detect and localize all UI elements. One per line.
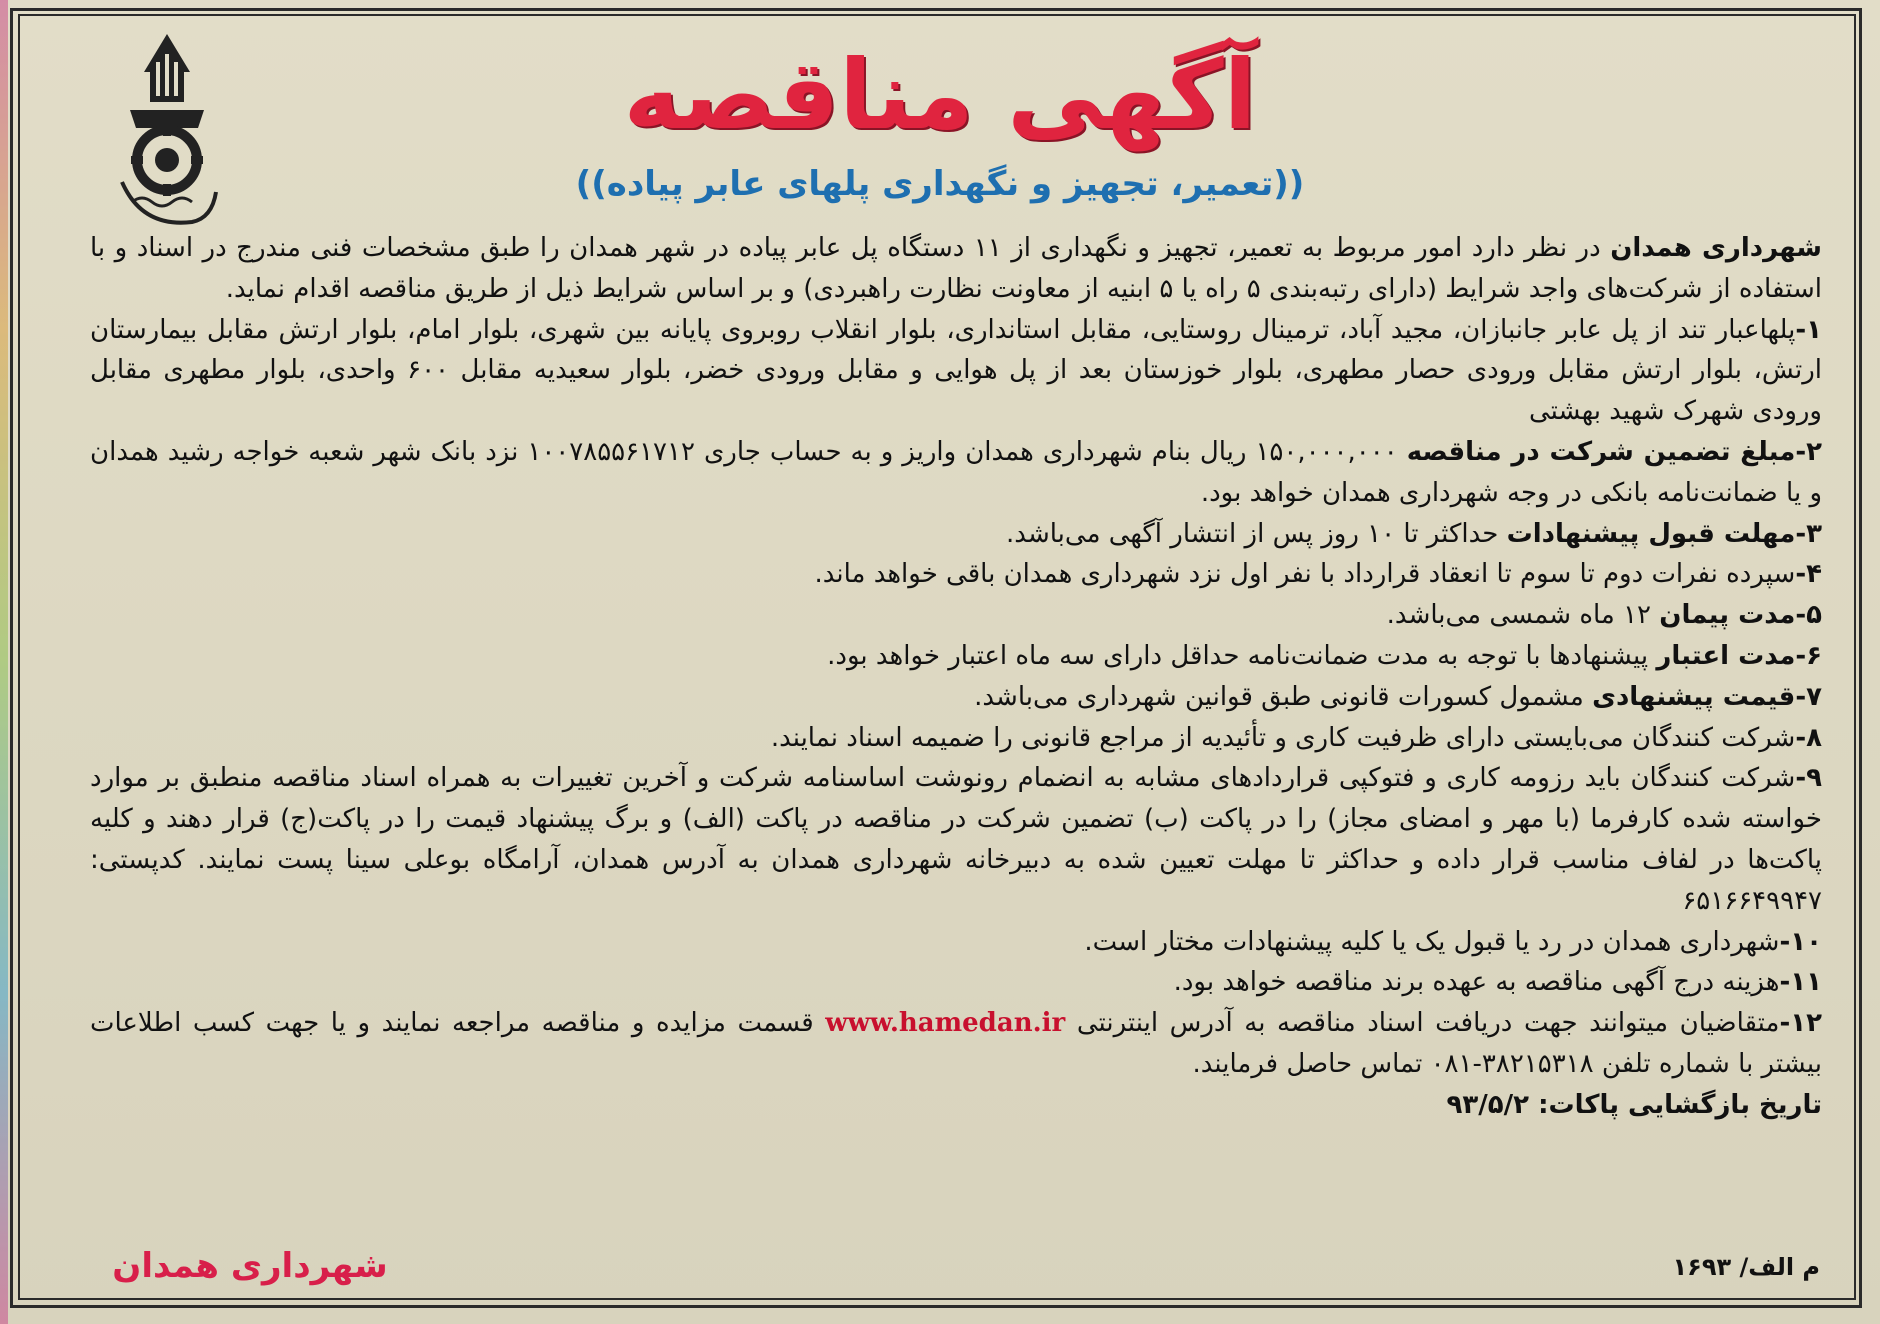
item-text: هزینه درج آگهی مناقصه به عهده برند مناقصه خواهد بود. — [1173, 967, 1780, 998]
item-number: ۴- — [1795, 559, 1822, 590]
notice-body — [90, 228, 1822, 1126]
item-number: ۲- — [1795, 436, 1823, 467]
opening-date-text: تاریخ بازگشایی پاکات: ۹۳/۵/۲ — [1446, 1089, 1822, 1120]
item-text: شهرداری همدان در رد یا قبول یک یا کلیه پیشنهادات مختار است. — [1084, 926, 1780, 957]
item-text: مشمول کسورات قانونی طبق قوانین شهرداری می‌باشد. — [974, 681, 1593, 712]
item-text: قسمت مزایده و مناقصه مراجعه نمایند و یا جهت کسب اطلاعات بیشتر با شماره تلفن ۳۸۲۱۵۳۱۸-۰۸۱ تماس حاصل فرمایند. — [90, 1008, 1822, 1079]
list-item — [90, 1003, 1822, 1085]
page-title: آگهی مناقصه — [623, 39, 1257, 151]
list-item — [90, 758, 1822, 921]
list-item — [90, 310, 1822, 432]
reference-number: م الف/ ۱۶۹۳ — [1672, 1253, 1820, 1281]
list-item — [90, 962, 1822, 1003]
list-item — [90, 514, 1822, 555]
list-item — [90, 554, 1822, 595]
item-heading: مدت اعتبار — [1656, 640, 1796, 671]
item-heading: قیمت پیشنهادی — [1592, 681, 1796, 712]
signature: شهرداری همدان — [112, 1246, 388, 1286]
list-item — [90, 595, 1822, 636]
item-text: پیشنهادها با توجه به مدت ضمانت‌نامه حداقل دارای سه ماه اعتبار خواهد بود. — [827, 640, 1657, 671]
item-number: ۳- — [1795, 518, 1822, 549]
intro-org: شهرداری همدان — [1610, 233, 1823, 263]
item-text: سپرده نفرات دوم تا سوم تا انعقاد قرارداد با نفر اول نزد شهرداری همدان باقی خواهد ماند. — [814, 559, 1796, 590]
item-text: ۱۵۰,۰۰۰,۰۰۰ ریال بنام شهرداری همدان واریز و به حساب جاری ۱۰۰۷۸۵۵۶۱۷۱۲ نزد بانک شهر شعبه خواجه رشید همدان و یا ضمانت‌نامه بانکی در وجه شهرداری همدان خواهد بود. — [90, 436, 1822, 508]
intro-paragraph — [90, 228, 1822, 310]
list-item — [90, 718, 1822, 759]
item-number: ۶- — [1795, 640, 1822, 671]
list-item — [90, 636, 1822, 677]
item-heading: مبلغ تضمین شرکت در مناقصه — [1406, 436, 1796, 467]
intro-text: در نظر دارد امور مربوط به تعمیر، تجهیز و نگهداری از ۱۱ دستگاه پل عابر پیاده در شهر همدان را طبق مشخصات فنی مندرج در اسناد و با استفاده از شرکت‌های واجد شرایط (دارای رتبه‌بندی ۵ راه یا ۵ ابنیه از معاونت نظارت راهبردی) و بر اساس شرایط ذیل از طریق مناقصه اقدام نماید. — [90, 233, 1822, 304]
opening-date — [90, 1085, 1822, 1126]
item-heading: مهلت قبول پیشنهادات — [1506, 518, 1796, 549]
list-item — [90, 677, 1822, 718]
item-number: ۸- — [1795, 722, 1822, 753]
item-number: ۱۲- — [1779, 1008, 1822, 1039]
item-number: ۷- — [1795, 681, 1822, 712]
page-subtitle: ((تعمیر، تجهیز و نگهداری پلهای عابر پیاده)) — [575, 164, 1305, 204]
item-text: ۱۲ ماه شمسی می‌باشد. — [1386, 600, 1660, 631]
item-text: حداکثر تا ۱۰ روز پس از انتشار آگهی می‌باشد. — [1006, 518, 1507, 549]
item-number: ۵- — [1795, 600, 1822, 631]
list-item — [90, 922, 1822, 963]
item-text: شرکت کنندگان باید رزومه کاری و فتوکپی قراردادهای مشابه به انضمام رونوشت اساسنامه شرکت و آخرین تغییرات به همراه اسناد مناقصه منطبق بر موارد خواسته شده کارفرما (با مهر و امضای مجاز) را در پاکت (ب) تضمین شرکت در مناقصه در پاکت (الف) و برگ پیشنهاد قیمت را در پاکت(ج) قرار دهند و کلیه پاکت‌ها در لفاف مناسب قرار داده و حداکثر تا مهلت تعیین شده به دبیرخانه شهرداری همدان به آدرس همدان، آرامگاه بوعلی سینا پست نمایند. کدپستی: ۶۵۱۶۶۴۹۹۴۷ — [90, 763, 1822, 916]
item-number: ۱۱- — [1779, 967, 1822, 998]
website-link[interactable]: www.hamedan.ir — [825, 1008, 1066, 1039]
item-number: ۱- — [1795, 314, 1822, 345]
list-item — [90, 432, 1822, 514]
item-text: شرکت کنندگان می‌بایستی دارای ظرفیت کاری و تأئیدیه از مراجع قانونی را ضمیمه اسناد نمایند. — [770, 722, 1796, 753]
item-number: ۱۰- — [1779, 926, 1822, 957]
item-number: ۹- — [1795, 763, 1822, 794]
item-text: متقاضیان میتوانند جهت دریافت اسناد مناقصه به آدرس اینترنتی — [1065, 1008, 1780, 1039]
item-text: پلهاعبار تند از پل عابر جانبازان، مجید آباد، ترمینال روستایی، مقابل استانداری، بلوار انقلاب روبروی پایانه بین شهری، بلوار امام، بلوار ارتش مقابل بیمارستان ارتش، بلوار ارتش مقابل ورودی حصار مطهری، بلوار خوزستان بعد از پل هوایی و مقابل ورودی خضر، بلوار سعیدیه مقابل ۶۰۰ واحدی، بلوار مطهری مقابل ورودی شهرک شهید بهشتی — [90, 314, 1822, 427]
item-heading: مدت پیمان — [1659, 600, 1796, 631]
